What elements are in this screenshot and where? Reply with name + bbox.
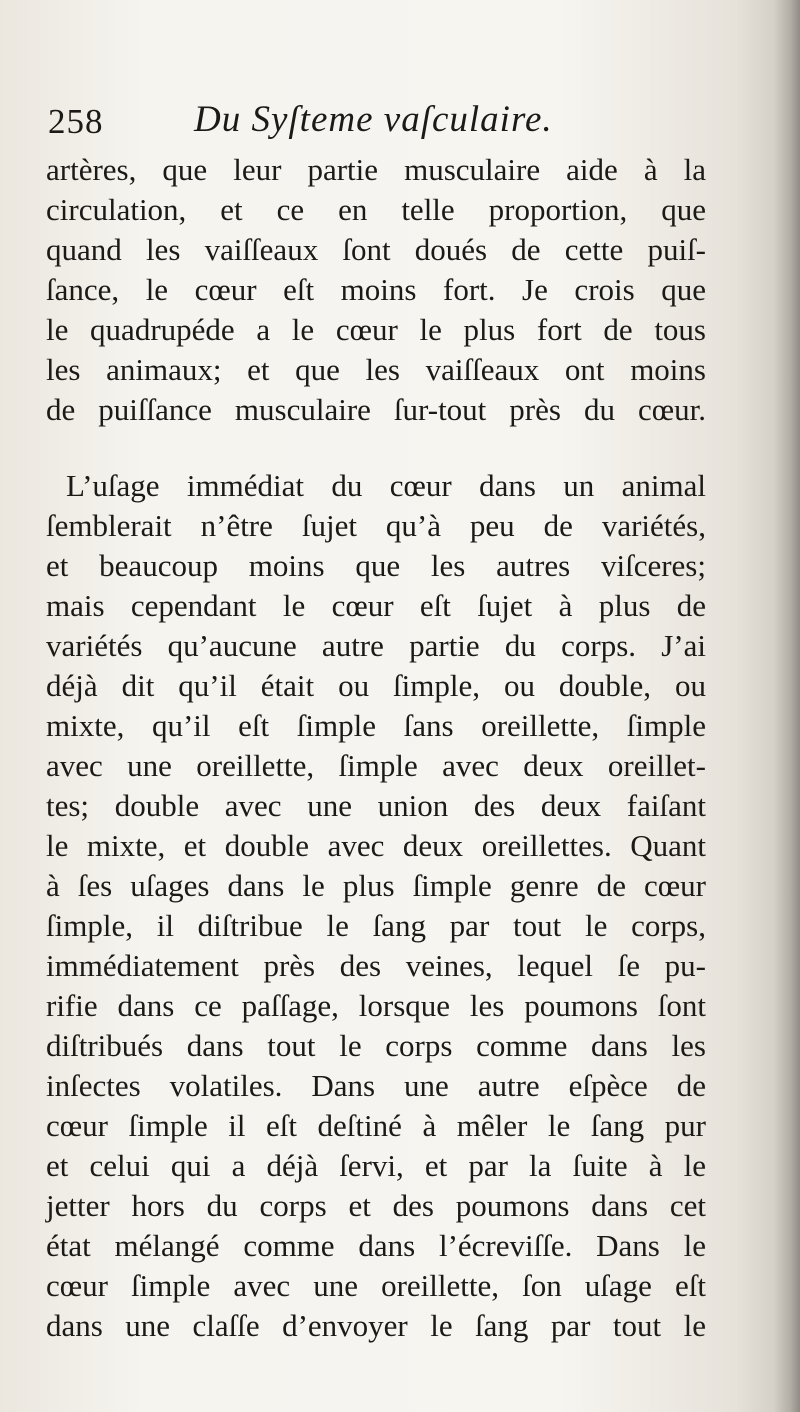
text-line: ſance, le cœur eſt moins fort. Je crois que [46, 272, 706, 307]
text-line: inſectes volatiles. Dans une autre eſpèce de [46, 1068, 706, 1103]
text-line: artères, que leur partie musculaire aide à la [46, 152, 706, 187]
text-line: état mélangé comme dans l’écreviſſe. Dans le [46, 1228, 706, 1263]
text-line: rifie dans ce paſſage, lorsque les poumons ſont [46, 988, 706, 1023]
text-line: dans une claſſe d’envoyer le ſang par tout le [46, 1308, 706, 1343]
text-line: mixte, qu’il eſt ſimple ſans oreillette, ſimple [46, 708, 706, 743]
page-header [44, 98, 764, 150]
text-line: déjà dit qu’il était ou ſimple, ou double, ou [46, 668, 706, 703]
text-line: tes; double avec une union des deux faiſant [46, 788, 706, 823]
text-line: avec une oreillette, ſimple avec deux oreillet- [46, 748, 706, 783]
text-line: et beaucoup moins que les autres viſceres; [46, 548, 706, 583]
text-line: immédiatement près des veines, lequel ſe pu- [46, 948, 706, 983]
text-line: circulation, et ce en telle proportion, que [46, 192, 706, 227]
running-title: Du Syſteme vaſculaire. [194, 99, 553, 140]
text-line: les animaux; et que les vaiſſeaux ont moins [46, 352, 706, 387]
page-edge-shadow [774, 0, 800, 1412]
text-line: diſtribués dans tout le corps comme dans les [46, 1028, 706, 1063]
text-line: cœur ſimple avec une oreillette, ſon uſage eſt [46, 1268, 706, 1303]
text-line: le mixte, et double avec deux oreillettes. Quant [46, 828, 706, 863]
text-line: et celui qui a déjà ſervi, et par la ſuite à le [46, 1148, 706, 1183]
text-line: cœur ſimple il eſt deſtiné à mêler le ſang pur [46, 1108, 706, 1143]
text-line: à ſes uſages dans le plus ſimple genre de cœur [46, 868, 706, 903]
page-number: 258 [48, 102, 104, 141]
text-line: mais cependant le cœur eſt ſujet à plus de [46, 588, 706, 623]
text-line: variétés qu’aucune autre partie du corps. J’ai [46, 628, 706, 663]
paragraph-1 [46, 150, 706, 430]
text-line: quand les vaiſſeaux ſont doués de cette puiſ- [46, 232, 706, 267]
text-line: de puiſſance musculaire ſur-tout près du cœur. [46, 392, 706, 427]
body-text [46, 150, 706, 1346]
text-line: L’uſage immédiat du cœur dans un animal [66, 468, 706, 503]
text-line: jetter hors du corps et des poumons dans cet [46, 1188, 706, 1223]
paragraph-gap [46, 430, 706, 466]
paragraph-2 [46, 466, 706, 1346]
text-line: ſemblerait n’être ſujet qu’à peu de variétés, [46, 508, 706, 543]
text-line: le quadrupéde a le cœur le plus fort de tous [46, 312, 706, 347]
text-line: ſimple, il diſtribue le ſang par tout le corps, [46, 908, 706, 943]
